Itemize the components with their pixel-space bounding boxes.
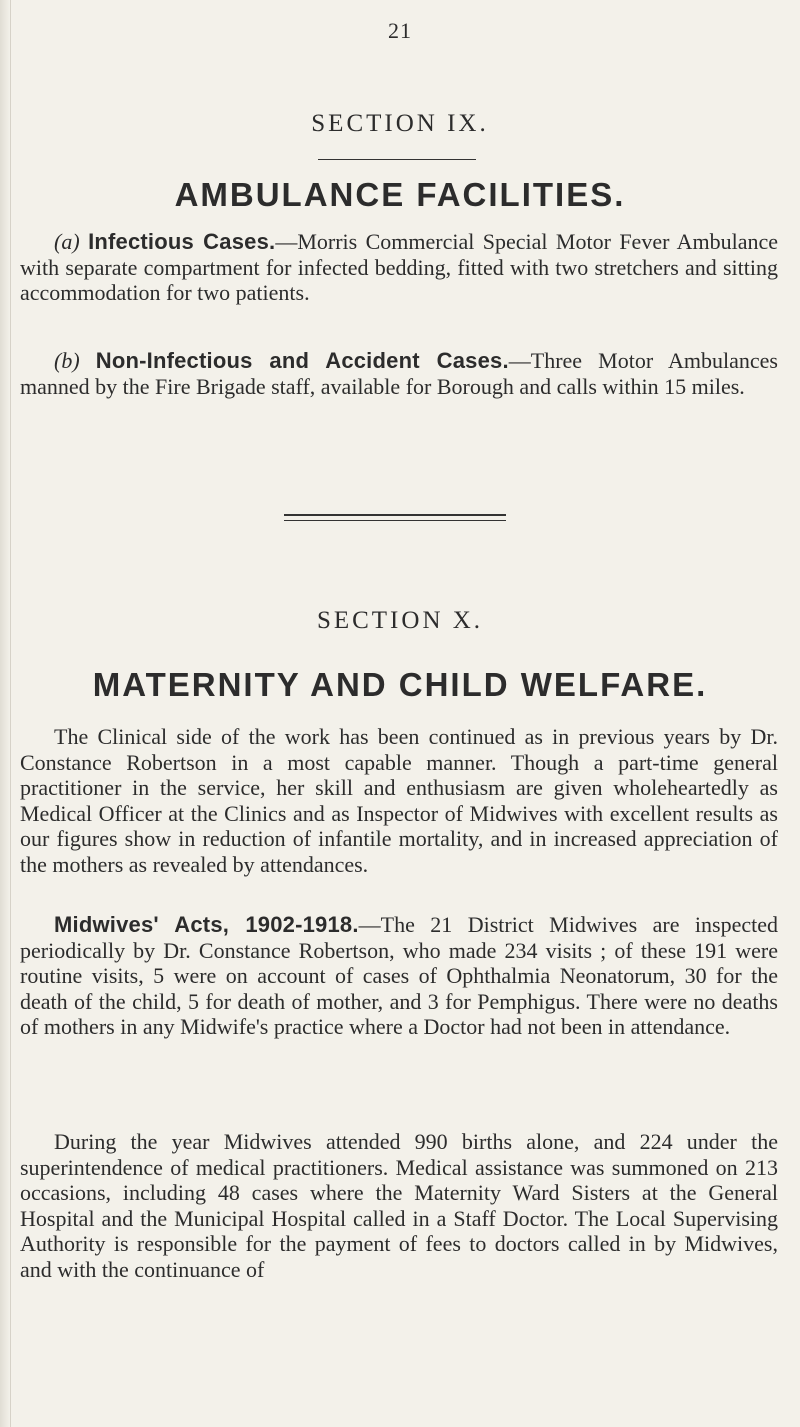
section-ix-short-rule [318, 159, 476, 160]
intro-paragraph [20, 724, 778, 877]
page-binding-edge [0, 0, 11, 1427]
item-a-label: (a) [54, 229, 80, 254]
page-number: 21 [388, 18, 412, 43]
midwives-acts-paragraph [20, 912, 778, 1040]
section-divider-lower [284, 520, 506, 521]
section-divider-upper [284, 514, 506, 516]
infectious-cases-text: —Morris Commercial Special Motor Fever Ambulance with separate compartment for infected bedding, fitted with two stretchers and sitting accommodation for two patients. [20, 229, 779, 305]
section-ix-heading: SECTION IX. [311, 110, 489, 137]
non-infectious-cases-lead: Non-Infectious and Accident Cases. [95, 348, 509, 373]
section-x-title: MATERNITY AND CHILD WELFARE. [92, 666, 708, 703]
intro-text: The Clinical side of the work has been continued as in previous years by Dr. Constance Robertson in a most capable manner. Though a part-time general practitioner in the service, her skill and enthusiasm are given wholeheartedly as Medical Officer at the Clinics and as Inspector of Midwives with excellent results as our figures show in reduction of infantile mortality, and in increased appreciation of the mothers as revealed by attendances. [20, 724, 778, 877]
midwives-acts-lead: Midwives' Acts, 1902-1918. [54, 912, 359, 937]
infectious-cases-lead: Infectious Cases. [88, 229, 276, 254]
non-infectious-cases-text: —Three Motor Ambulances manned by the Fire Brigade staff, available for Borough and calls within 15 miles. [20, 348, 778, 399]
infectious-cases-paragraph [20, 229, 778, 306]
section-x-heading: SECTION X. [316, 607, 484, 634]
section-ix-title: AMBULANCE FACILITIES. [174, 176, 626, 213]
attendance-text: During the year Midwives attended 990 births alone, and 224 under the superintendence of medical practitioners. Medical assistance was summoned on 213 occasions, including 48 cases where the Maternity Ward Sisters at the General Hospital and the Municipal Hospital called in a Staff Doctor. The Local Supervising Authority is responsible for the payment of fees to doctors called in by Midwives, and with the continuance of [20, 1129, 778, 1282]
midwives-acts-text: —The 21 District Midwives are inspected periodically by Dr. Constance Robertson, who made 234 visits ; of these 191 were routine visits, 5 were on account of cases of Ophthalmia Neonatorum, 30 for the death of the child, 5 for death of mother, and 3 for Pemphigus. There were no deaths of mothers in any Midwife's practice where a Doctor had not been in attendance. [20, 912, 778, 1039]
attendance-paragraph [20, 1129, 778, 1282]
non-infectious-cases-paragraph [20, 348, 778, 399]
item-b-label: (b) [54, 348, 80, 373]
